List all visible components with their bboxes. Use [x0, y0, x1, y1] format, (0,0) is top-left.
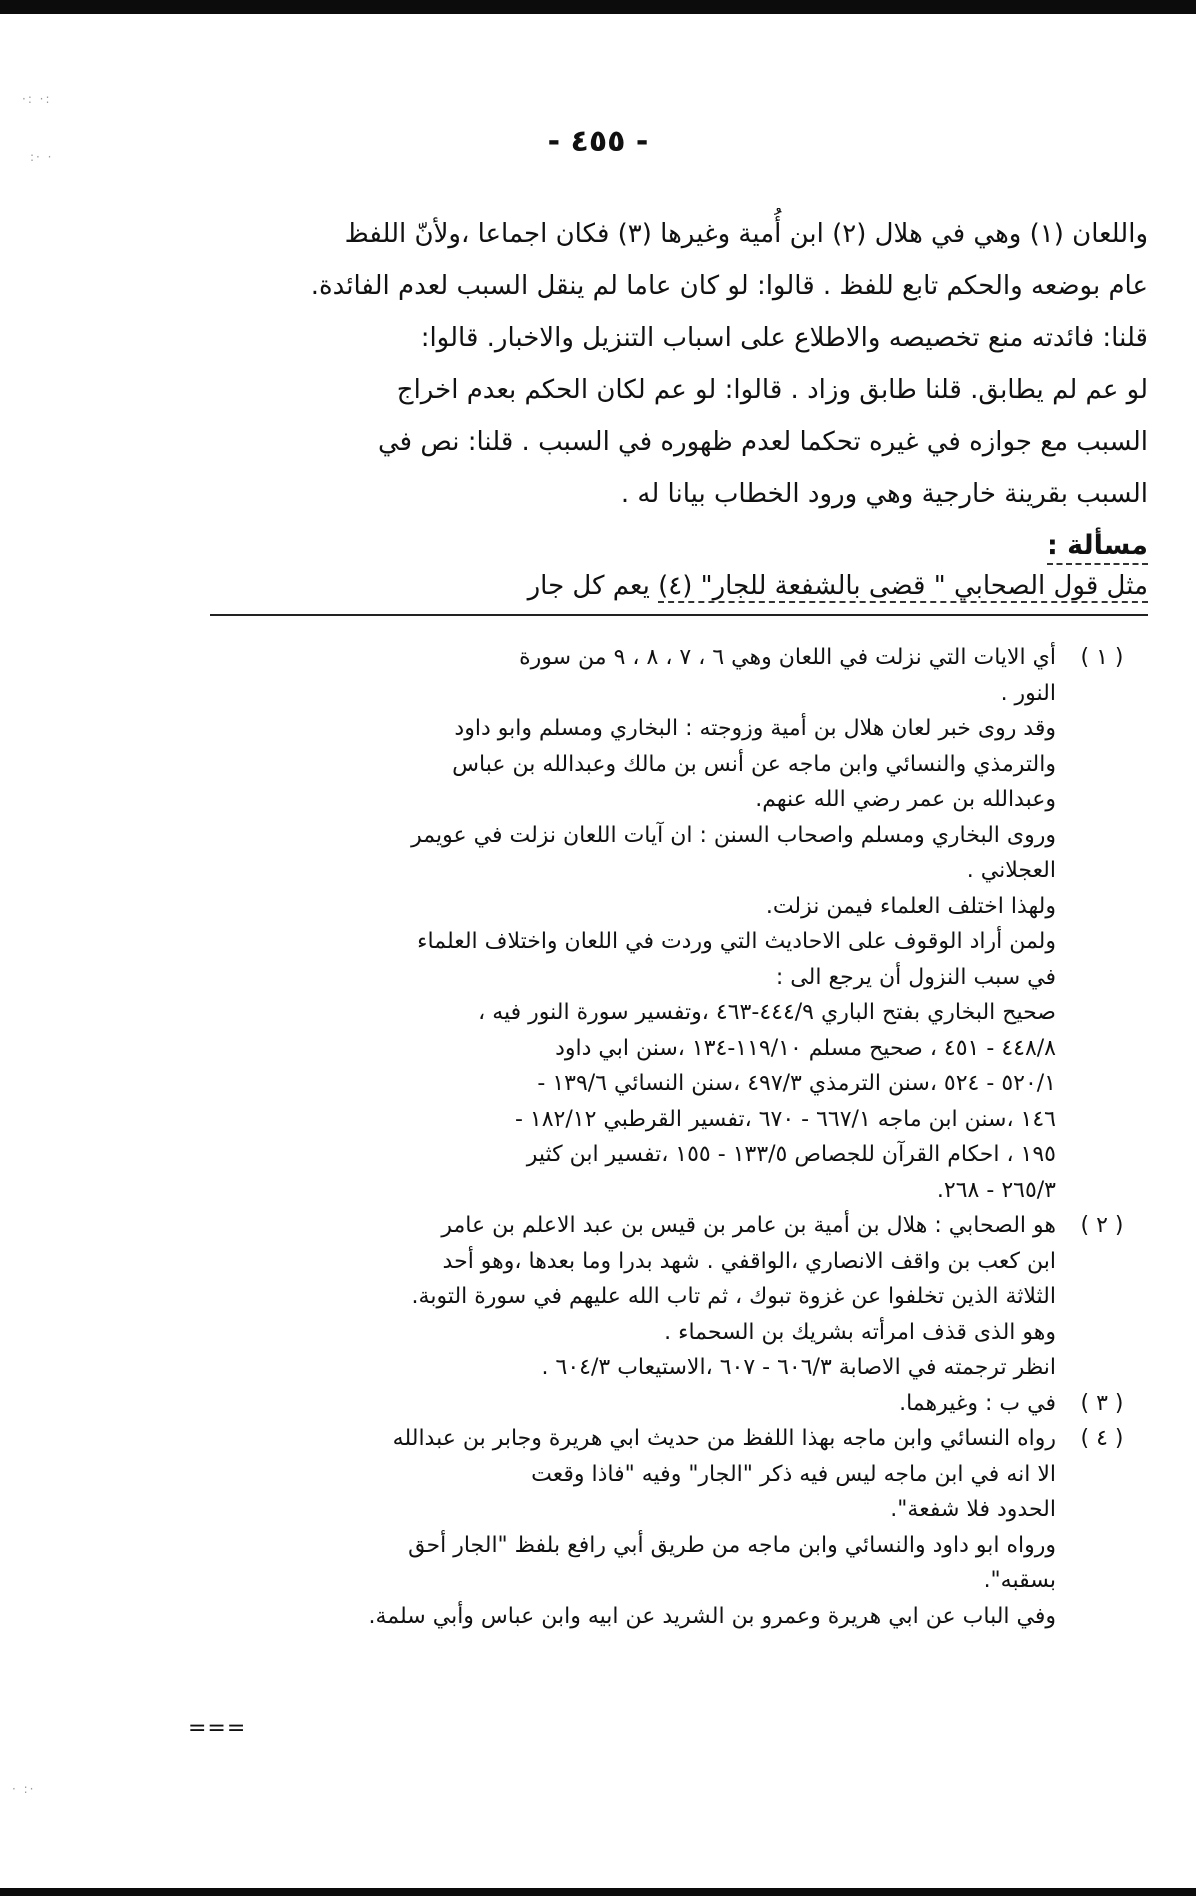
section-heading: مسألة : [1047, 530, 1148, 565]
footnote-line: في سبب النزول أن يرجع الى : [775, 964, 1056, 990]
footnote-line: في ب : وغيرهما. [899, 1390, 1056, 1416]
page-number: - ٤٥٥ - [547, 124, 649, 159]
footnote-line: وقد روى خبر لعان هلال بن أمية وزوجته : البخاري ومسلم وابو داود [454, 716, 1056, 741]
footnote-body [170, 640, 1056, 1208]
footnote-number: ( ٤ ) [1080, 1426, 1124, 1451]
footnote-line: ورواه ابو داود والنسائي وابن ماجه من طريق أبي رافع بلفظ "الجار أحق [408, 1532, 1056, 1558]
footnote-number: ( ١ ) [1080, 645, 1124, 670]
scan-top-border [0, 0, 1196, 14]
footnote-line: صحيح البخاري بفتح الباري ٤٤٤/٩-٤٦٣ ،وتفسير سورة النور فيه ، [478, 1000, 1056, 1025]
footnote-line: رواه النسائي وابن ماجه بهذا اللفظ من حديث ابي هريرة وجابر بن عبدالله [392, 1426, 1056, 1451]
scan-speckle: · :· [12, 1782, 36, 1796]
section-statement-underlined: مثل قول الصحابي " قضى بالشفعة للجار" (٤) [658, 571, 1148, 601]
footnote-line: الا انه في ابن ماجه ليس فيه ذكر "الجار" وفيه "فاذا وقعت [531, 1461, 1056, 1487]
main-line: السبب بقرينة خارجية وهي ورود الخطاب بيانا له . [620, 479, 1148, 509]
footnote-line: ١٤٦ ،سنن ابن ماجه ٦٦٧/١ - ٦٧٠ ،تفسير القرطبي ١٨٢/١٢ - [514, 1106, 1056, 1132]
footnote-line: ٤٤٨/٨ - ٤٥١ ، صحيح مسلم ١١٩/١٠-١٣٤ ،سنن ابي داود [555, 1035, 1056, 1061]
footnote [170, 1208, 1148, 1386]
footnote-line: ولمن أراد الوقوف على الاحاديث التي وردت في اللعان واختلاف العلماء [417, 929, 1056, 954]
section-statement [210, 566, 1148, 606]
footnote-line: وفي الباب عن ابي هريرة وعمرو بن الشريد عن ابيه وابن عباس وأبي سلمة. [368, 1603, 1056, 1629]
scan-speckle: ·: ·: [22, 92, 52, 106]
footnote-line: الحدود فلا شفعة". [890, 1497, 1056, 1522]
footnote [170, 640, 1148, 1208]
footnote-line: ١٩٥ ، احكام القرآن للجصاص ١٣٣/٥ - ١٥٥ ،تفسير ابن كثير [526, 1142, 1056, 1167]
main-line: واللعان (١) وهي في هلال (٢) ابن أُمية وغيرها (٣) فكان اجماعا ،ولأنّ اللفظ [344, 219, 1148, 249]
footnote-line: ٢٦٥/٣ - ٢٦٨. [936, 1177, 1056, 1203]
section-statement-rest: يعم كل جار [527, 571, 659, 601]
main-line: لو عم لم يطابق. قلنا طابق وزاد . قالوا: لو عم لكان الحكم بعدم اخراج [396, 375, 1148, 405]
footnote-line: انظر ترجمته في الاصابة ٦٠٦/٣ - ٦٠٧ ،الاستيعاب ٦٠٤/٣ . [541, 1355, 1056, 1380]
footnote-body [170, 1208, 1056, 1386]
footnote-line: وروى البخاري ومسلم واصحاب السنن : ان آيات اللعان نزلت في عويمر [411, 822, 1056, 848]
footnote-line: ولهذا اختلف العلماء فيمن نزلت. [765, 893, 1056, 919]
footnote-line: والترمذي والنسائي وابن ماجه عن أنس بن مالك وعبدالله بن عباس [452, 751, 1056, 777]
footnote-line: النور . [1000, 680, 1056, 706]
main-line: قلنا: فائدته منع تخصيصه والاطلاع على اسباب التنزيل والاخبار. قالوا: [420, 323, 1148, 353]
footnote-separator [210, 614, 1148, 616]
footnote [170, 1421, 1148, 1634]
main-body-text [210, 208, 1148, 520]
footnote-number: ( ٣ ) [1080, 1390, 1124, 1416]
footnote [170, 1386, 1148, 1422]
footnote-line: وعبدالله بن عمر رضي الله عنهم. [755, 787, 1056, 812]
footnote-number: ( ٢ ) [1080, 1213, 1124, 1238]
footnote-line: ابن كعب بن واقف الانصاري ،الواقفي . شهد بدرا وما بعدها ،وهو أحد [442, 1248, 1056, 1274]
footnote-line: ٥٢٠/١ - ٥٢٤ ،سنن الترمذي ٤٩٧/٣ ،سنن النسائي ١٣٩/٦ - [537, 1071, 1056, 1096]
footnote-line: وهو الذى قذف امرأته بشريك بن السحماء . [664, 1319, 1056, 1345]
footnote-line: أي الايات التي نزلت في اللعان وهي ٦ ، ٧ ، ٨ ، ٩ من سورة [519, 645, 1056, 670]
footnote-body [170, 1386, 1056, 1422]
footnote-line: هو الصحابي : هلال بن أمية بن عامر بن قيس بن عبد الاعلم بن عامر [441, 1213, 1056, 1238]
main-line: عام بوضعه والحكم تابع للفظ . قالوا: لو كان عاما لم ينقل السبب لعدم الفائدة. [310, 271, 1148, 301]
footnote-line: بسقبه". [983, 1568, 1056, 1593]
footnotes [170, 640, 1148, 1634]
scan-speckle: :· · [30, 150, 54, 164]
end-mark: === [188, 1716, 247, 1741]
scan-bottom-border [0, 1888, 1196, 1896]
footnote-line: الثلاثة الذين تخلفوا عن غزوة تبوك ، ثم تاب الله عليهم في سورة التوبة. [411, 1284, 1056, 1309]
footnote-line: العجلاني . [966, 858, 1056, 883]
main-line: السبب مع جوازه في غيره تحكما لعدم ظهوره في السبب . قلنا: نص في [378, 427, 1148, 457]
footnote-body [170, 1421, 1056, 1634]
